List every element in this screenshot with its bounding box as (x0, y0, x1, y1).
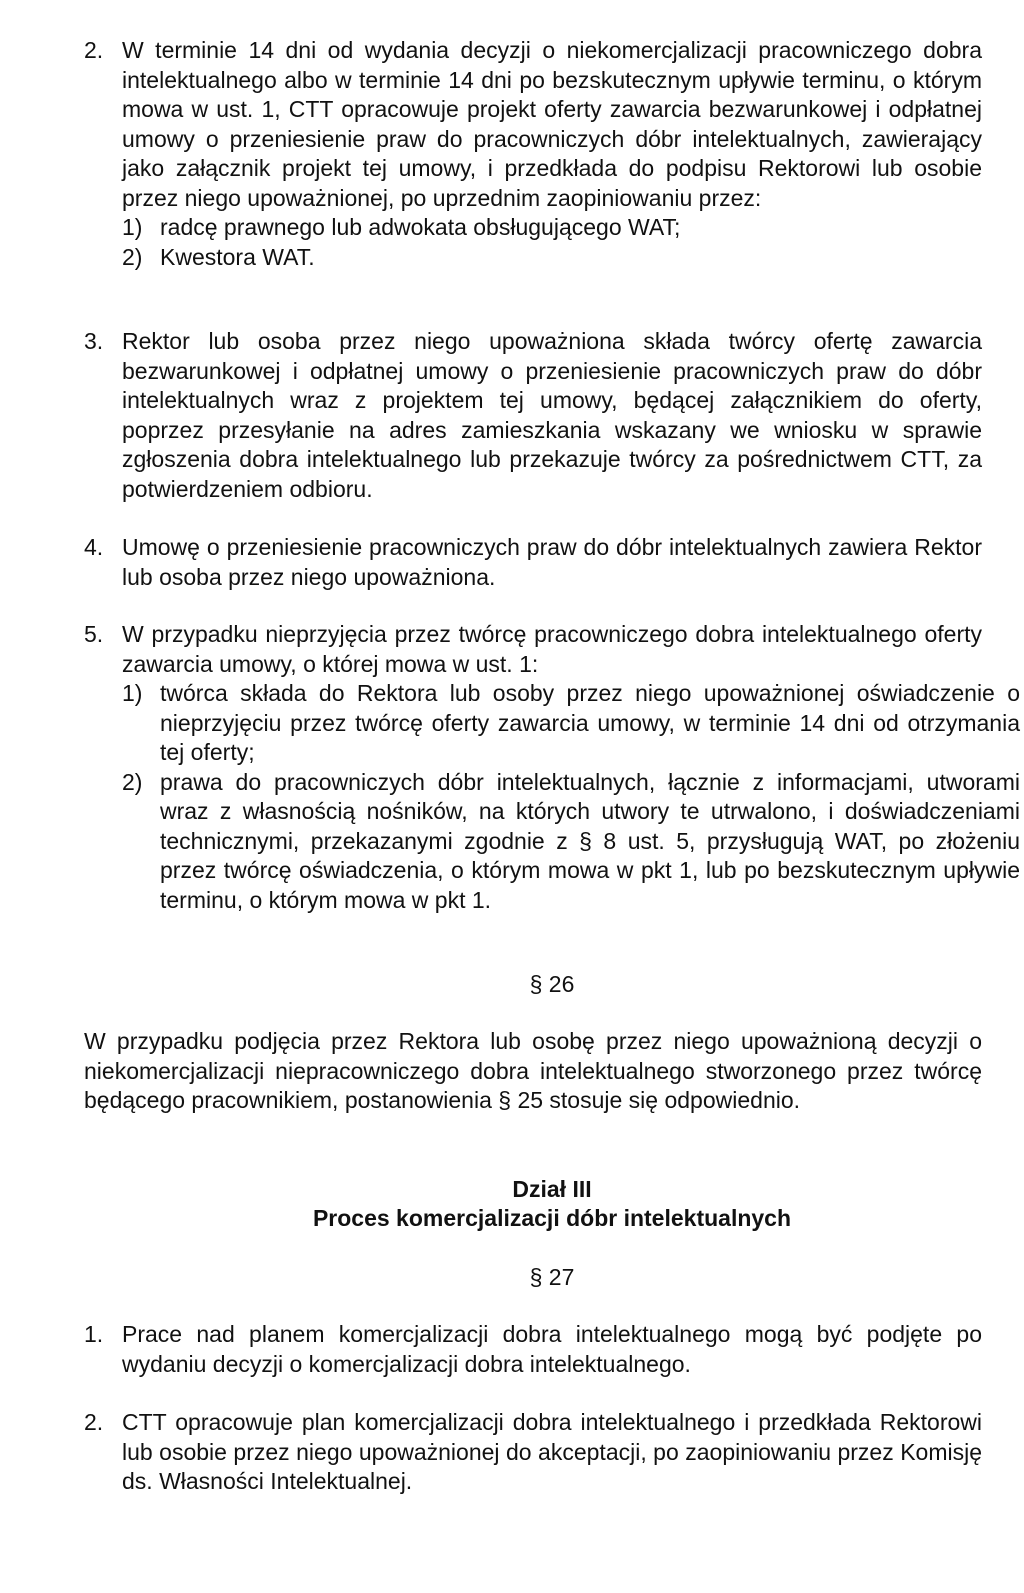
sub-item-text: prawa do pracowniczych dóbr intelektualnych, łącznie z informacjami, utworami wraz z własnością nośników, na których utwory te utrwalono, i doświadczeniami technicznymi, przekazanymi zgodnie z § 8 ust. 5, przysługują WAT, po złożeniu przez twórcę oświadczenia, o którym mowa w pkt 1, lub po bezskutecznym upływie terminu, o którym mowa w pkt 1. (160, 768, 1020, 913)
list-item (84, 533, 982, 592)
sub-item-text: radcę prawnego lub adwokata obsługującego WAT; (160, 214, 681, 240)
sub-list-item (122, 213, 1020, 243)
item-number: 3. (84, 328, 104, 354)
item-number: 1. (84, 1321, 104, 1347)
section27-list (84, 1408, 982, 1497)
item-number: 5. (84, 621, 104, 647)
division-subtitle: Proces komercjalizacji dóbr intelektualnych (312, 1205, 792, 1231)
sub-item-text: Kwestora WAT. (160, 243, 315, 270)
section27-list (84, 1320, 982, 1379)
section25-list (84, 620, 1020, 915)
section25-list (84, 533, 982, 592)
item-text: Prace nad planem komercjalizacji dobra intelektualnego mogą być podjęte po wydaniu decyzji o komercjalizacji dobra intelektualnego. (122, 1321, 982, 1377)
section-heading-27: § 27 (529, 1264, 575, 1290)
division-title: Dział III (512, 1176, 592, 1202)
list-item (84, 1408, 982, 1497)
sub-item-number: 1) (122, 680, 143, 706)
item-text: W terminie 14 dni od wydania decyzji o niekomercjalizacji pracowniczego dobra intelektualnego albo w terminie 14 dni po bezskutecznym upływie terminu, o którym mowa w ust. 1, CTT opracowuje projekt oferty zawarcia bezwarunkowej i odpłatnej umowy o przeniesienie praw do pracowniczych dóbr intelektualnych, zawierający jako załącznik projekt tej umowy, i przedkłada do podpisu Rektorowi lub osobie przez niego upoważnionej, po uprzednim zaopiniowaniu przez: (122, 37, 982, 211)
sub-list-item (122, 768, 1020, 916)
sub-list-item (122, 243, 1020, 273)
list-item (84, 1320, 982, 1379)
item-text: Rektor lub osoba przez niego upoważniona składa twórcy ofertę zawarcia bezwarunkowej i odpłatnej umowy o przeniesienie pracowniczych praw do dóbr intelektualnych wraz z projektem tej umowy, będącej załącznikiem do oferty, poprzez przesyłanie na adres zamieszkania wskazany we wniosku w sprawie zgłoszenia dobra intelektualnego lub przekazuje twórcy za pośrednictwem CTT, za potwierdzeniem odbioru. (122, 328, 982, 502)
list-item (84, 36, 982, 272)
item-number: 2. (84, 37, 104, 63)
sub-item-number: 2) (122, 243, 143, 270)
sub-list-item (122, 679, 1020, 768)
list-item (84, 327, 982, 504)
section25-list (84, 327, 982, 504)
sub-item-number: 1) (122, 214, 143, 240)
item-text: W przypadku nieprzyjęcia przez twórcę pracowniczego dobra intelektualnego oferty zawarcia umowy, o której mowa w ust. 1: (122, 621, 982, 677)
item-text: CTT opracowuje plan komercjalizacji dobra intelektualnego i przedkłada Rektorowi lub osobie przez niego upoważnionej do akceptacji, po zaopiniowaniu przez Komisję ds. Własności Intelektualnej. (122, 1409, 982, 1494)
section25-list (84, 36, 982, 272)
item-text: Umowę o przeniesienie pracowniczych praw do dóbr intelektualnych zawiera Rektor lub osoba przez niego upoważniona. (122, 534, 982, 590)
sub-item-text: twórca składa do Rektora lub osoby przez niego upoważnionej oświadczenie o nieprzyjęciu przez twórcę oferty zawarcia umowy, w terminie 14 dni od otrzymania tej oferty; (160, 680, 1020, 765)
item-number: 4. (84, 534, 104, 560)
section26-paragraph: W przypadku podjęcia przez Rektora lub osobę przez niego upoważnioną decyzji o niekomercjalizacji niepracowniczego dobra intelektualnego stworzonego przez twórcę będącego pracownikiem, postanowienia § 25 stosuje się odpowiednio. (84, 1028, 982, 1113)
list-item (84, 620, 1020, 915)
section-heading-26: § 26 (529, 971, 575, 997)
sub-item-number: 2) (122, 768, 143, 795)
item-number: 2. (84, 1409, 104, 1435)
